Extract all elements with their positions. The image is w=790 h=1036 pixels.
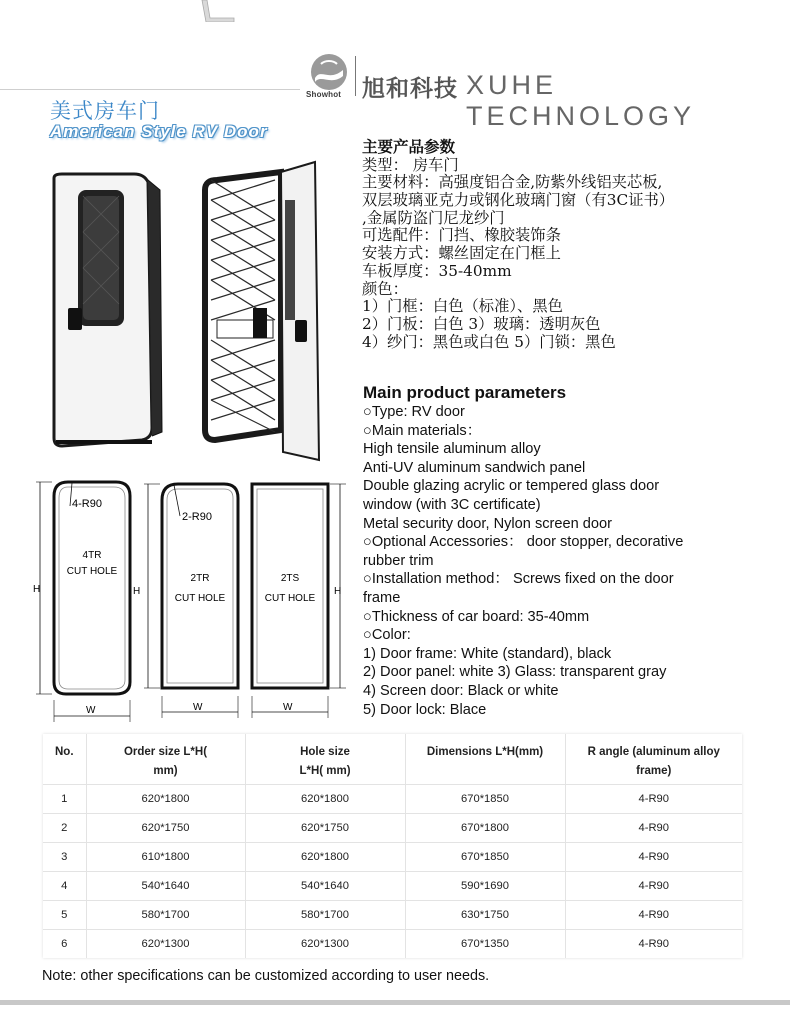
table-header-row <box>43 734 742 784</box>
params-en-line: 2) Door panel: white 3) Glass: transparent gray <box>363 664 667 681</box>
params-en-line: ○Main materials： <box>363 422 482 439</box>
width-label-2tr: W <box>193 702 203 713</box>
cell-hole-size: 540*1640 <box>245 871 405 900</box>
cell-hole-size: 620*1300 <box>245 929 405 958</box>
col-header-order-size: Order size L*H( mm) <box>86 734 245 784</box>
bottom-divider <box>0 1000 790 1005</box>
table-row <box>43 871 742 900</box>
table-row <box>43 784 742 813</box>
cell-dimensions: 670*1850 <box>405 784 565 813</box>
params-en-line: ○Thickness of car board: 35-40mm <box>363 608 590 625</box>
params-cn-line: ,金属防盗门尼龙纱门 <box>362 208 505 227</box>
footnote: Note: other specifications can be customized according to user needs. <box>42 968 490 984</box>
params-cn-line: 4）纱门：黑色或白色 5）门锁：黑色 <box>362 332 616 351</box>
cell-hole-size: 580*1700 <box>245 900 405 929</box>
cell-no: 1 <box>43 784 86 813</box>
params-en-line: Double glazing acrylic or tempered glass door <box>363 478 660 495</box>
hole-type-4tr: 4TR <box>82 550 102 561</box>
cell-dimensions: 590*1690 <box>405 871 565 900</box>
params-en-line: frame <box>363 589 401 606</box>
hole-label-4tr: CUT HOLE <box>66 566 118 577</box>
params-cn-line: 双层玻璃亚克力或钢化玻璃门窗（有3C证书） <box>362 191 675 210</box>
cell-no: 5 <box>43 900 86 929</box>
params-cn-line: 车板厚度：35-40mm <box>362 261 512 280</box>
table-row <box>43 842 742 871</box>
params-en-line: 4) Screen door: Black or white <box>363 682 559 699</box>
cut-hole-drawings <box>30 470 360 730</box>
params-en-line: ○Type: RV door <box>363 404 465 420</box>
logo-divider <box>355 56 356 96</box>
spec-table <box>43 734 742 958</box>
params-en-line: Anti-UV aluminum sandwich panel <box>363 459 586 476</box>
height-label-4tr: H <box>33 584 41 595</box>
cell-r-angle: 4-R90 <box>565 784 742 813</box>
cell-no: 2 <box>43 813 86 842</box>
params-en-line: ○Color: <box>363 627 411 644</box>
logo-wordmark: Showhot <box>306 90 342 99</box>
hole-type-2tr: 2TR <box>190 573 210 584</box>
cell-order-size: 610*1800 <box>86 842 245 871</box>
cell-r-angle: 4-R90 <box>565 813 742 842</box>
params-cn-line: 颜色： <box>362 279 408 298</box>
params-en-line: Metal security door, Nylon screen door <box>363 515 613 532</box>
radius-label-4tr: 4-R90 <box>72 498 102 510</box>
table-row <box>43 929 742 958</box>
cell-no: 4 <box>43 871 86 900</box>
cell-order-size: 580*1700 <box>86 900 245 929</box>
cell-order-size: 620*1750 <box>86 813 245 842</box>
drawing-2tr <box>133 484 238 718</box>
drawing-4tr <box>33 482 130 722</box>
params-en-title: Main product parameters <box>363 383 567 402</box>
table-row <box>43 813 742 842</box>
cell-dimensions: 670*1850 <box>405 842 565 871</box>
cell-hole-size: 620*1800 <box>245 784 405 813</box>
hole-label-2tr: CUT HOLE <box>174 593 226 604</box>
params-en-line: window (with 3C certificate) <box>363 496 541 513</box>
cell-order-size: 540*1640 <box>86 871 245 900</box>
cell-no: 6 <box>43 929 86 958</box>
hole-label-2ts: CUT HOLE <box>264 593 316 604</box>
params-cn-line: 主要材料：高强度铝合金,防紫外线铝夹芯板, <box>362 173 663 192</box>
cell-order-size: 620*1800 <box>86 784 245 813</box>
width-label-4tr: W <box>86 705 96 716</box>
params-cn-line: 1）门框：白色（标准）、黑色 <box>362 297 563 316</box>
width-label-2ts: W <box>283 702 293 713</box>
col-header-hole-size: Hole size L*H( mm) <box>245 734 405 784</box>
open-door-photo <box>195 160 325 466</box>
cell-dimensions: 670*1350 <box>405 929 565 958</box>
cell-hole-size: 620*1800 <box>245 842 405 871</box>
hole-type-2ts: 2TS <box>280 573 300 584</box>
page-title-en: American Style RV Door <box>50 122 268 141</box>
col-header-no: No. <box>43 734 86 784</box>
closed-door-photo <box>48 172 166 450</box>
params-en-line: High tensile aluminum alloy <box>363 441 541 458</box>
params-en-line: 5) Door lock: Blace <box>363 701 487 718</box>
params-cn-title: 主要产品参数 <box>362 138 456 156</box>
params-en-line: ○Installation method： Screws fixed on the door <box>363 571 674 588</box>
params-cn <box>362 139 782 351</box>
cell-r-angle: 4-R90 <box>565 900 742 929</box>
params-cn-line: 安装方式：螺丝固定在门框上 <box>362 244 561 263</box>
params-en-line: 1) Door frame: White (standard), black <box>363 645 612 662</box>
height-label-2ts: H <box>334 586 342 597</box>
params-cn-line: 2）门板：白色 3）玻璃：透明灰色 <box>362 314 601 333</box>
cell-order-size: 620*1300 <box>86 929 245 958</box>
params-en <box>363 383 783 719</box>
cell-r-angle: 4-R90 <box>565 871 742 900</box>
brand-name-en: XUHE TECHNOLOGY <box>466 70 696 131</box>
cell-r-angle: 4-R90 <box>565 842 742 871</box>
col-header-r-angle: R angle (aluminum alloy frame) <box>565 734 742 784</box>
params-cn-line: 类型： 房车门 <box>362 155 459 174</box>
drawing-2ts <box>252 484 346 718</box>
params-en-line: rubber trim <box>363 552 434 569</box>
top-frame-fragment <box>198 0 238 22</box>
params-en-line: ○Optional Accessories： door stopper, decorative <box>363 534 684 551</box>
cell-hole-size: 620*1750 <box>245 813 405 842</box>
table-row <box>43 900 742 929</box>
radius-label-2tr: 2-R90 <box>182 511 212 523</box>
page-title-cn: 美式房车门 <box>50 99 160 123</box>
cell-dimensions: 670*1800 <box>405 813 565 842</box>
height-label-2tr: H <box>133 586 141 597</box>
cell-dimensions: 630*1750 <box>405 900 565 929</box>
brand-name-cn: 旭和科技 <box>362 76 458 102</box>
header-rule <box>0 89 300 90</box>
cell-r-angle: 4-R90 <box>565 929 742 958</box>
col-header-dimensions: Dimensions L*H(mm) <box>405 734 565 784</box>
cell-no: 3 <box>43 842 86 871</box>
params-cn-line: 可选配件：门挡、橡胶装饰条 <box>362 226 561 245</box>
